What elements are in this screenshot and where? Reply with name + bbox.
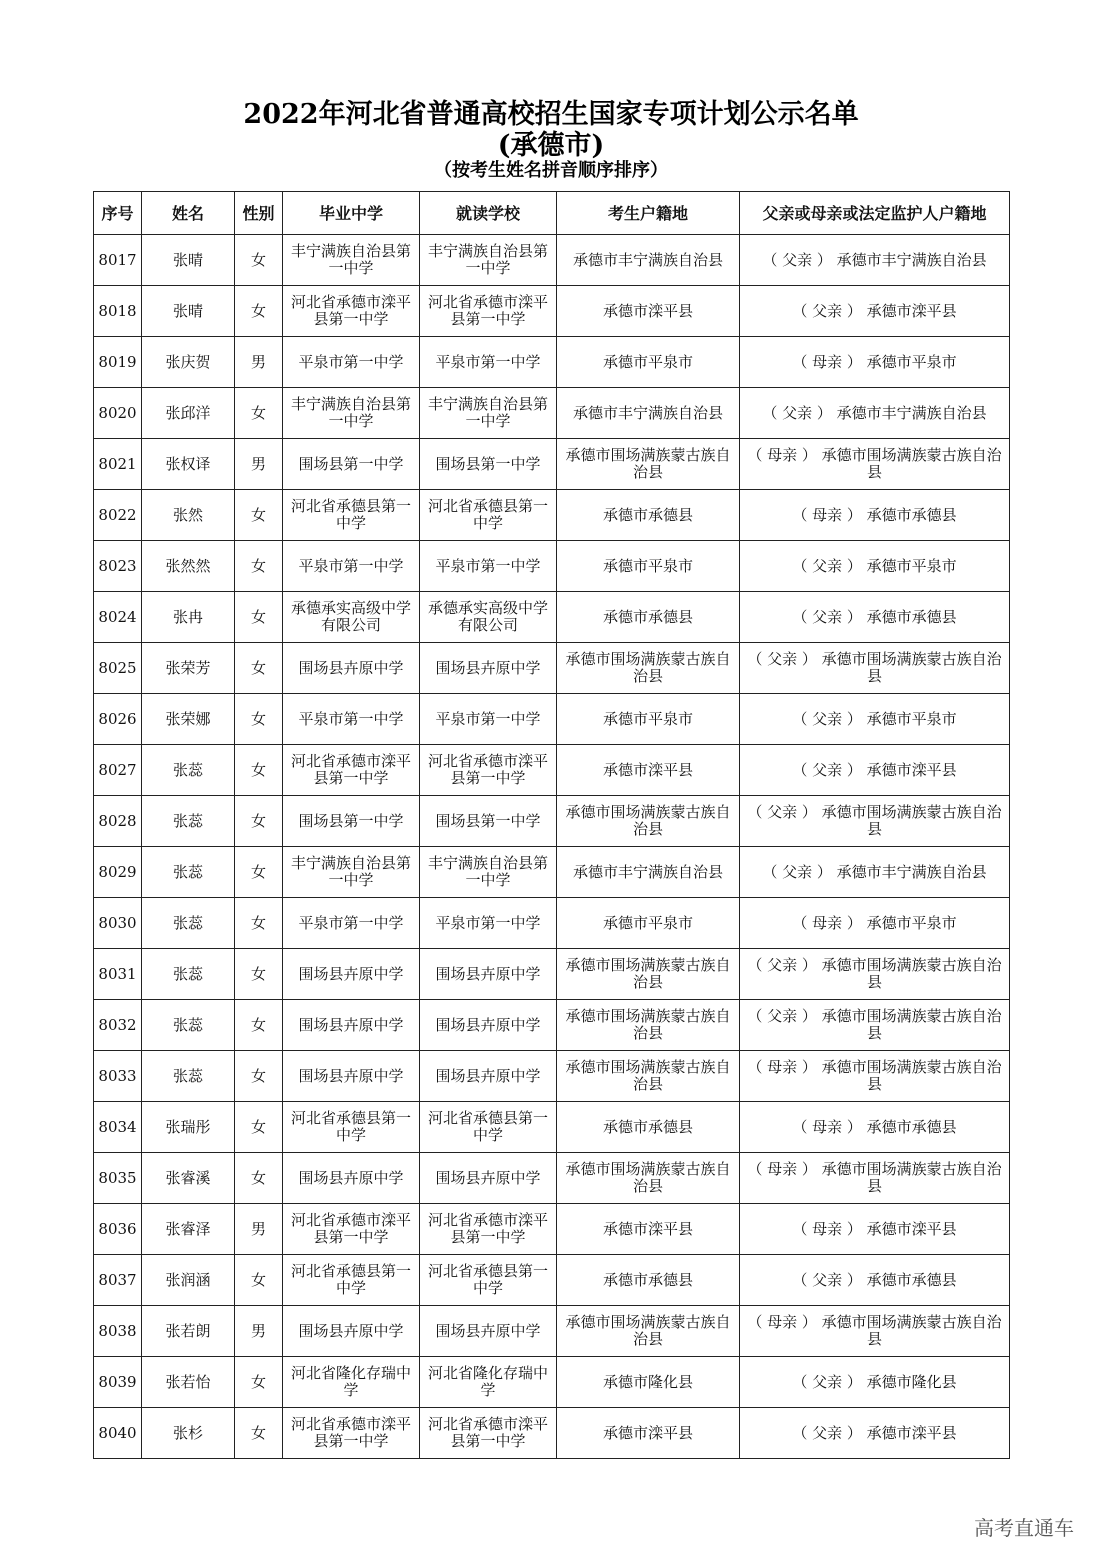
cell-current-school: 河北省承德县第一中学 xyxy=(420,490,557,541)
cell-gender: 女 xyxy=(235,694,283,745)
cell-guardian-hukou: （ 父亲 ） 承德市承德县 xyxy=(740,592,1010,643)
cell-student-hukou: 承德市承德县 xyxy=(557,490,740,541)
cell-seq: 8020 xyxy=(94,388,142,439)
cell-guardian-hukou: （ 母亲 ） 承德市平泉市 xyxy=(740,898,1010,949)
cell-guardian-hukou: （ 母亲 ） 承德市滦平县 xyxy=(740,1204,1010,1255)
cell-current-school: 河北省隆化存瑞中学 xyxy=(420,1357,557,1408)
cell-gender: 男 xyxy=(235,337,283,388)
table-row xyxy=(94,1255,1010,1306)
cell-graduation-school: 丰宁满族自治县第一中学 xyxy=(283,388,420,439)
cell-guardian-hukou: （ 母亲 ） 承德市围场满族蒙古族自治县 xyxy=(740,1153,1010,1204)
cell-graduation-school: 围场县卉原中学 xyxy=(283,949,420,1000)
cell-student-hukou: 承德市滦平县 xyxy=(557,1408,740,1459)
cell-name: 张若怡 xyxy=(142,1357,235,1408)
cell-name: 张权译 xyxy=(142,439,235,490)
cell-student-hukou: 承德市平泉市 xyxy=(557,541,740,592)
cell-seq: 8027 xyxy=(94,745,142,796)
cell-graduation-school: 河北省隆化存瑞中学 xyxy=(283,1357,420,1408)
cell-name: 张晴 xyxy=(142,286,235,337)
cell-guardian-hukou: （ 父亲 ） 承德市围场满族蒙古族自治县 xyxy=(740,643,1010,694)
cell-graduation-school: 承德承实高级中学有限公司 xyxy=(283,592,420,643)
cell-guardian-hukou: （ 父亲 ） 承德市丰宁满族自治县 xyxy=(740,847,1010,898)
cell-current-school: 平泉市第一中学 xyxy=(420,541,557,592)
cell-student-hukou: 承德市承德县 xyxy=(557,592,740,643)
cell-guardian-hukou: （ 父亲 ） 承德市围场满族蒙古族自治县 xyxy=(740,796,1010,847)
cell-current-school: 平泉市第一中学 xyxy=(420,337,557,388)
cell-name: 张杉 xyxy=(142,1408,235,1459)
cell-graduation-school: 围场县卉原中学 xyxy=(283,643,420,694)
table-row xyxy=(94,439,1010,490)
cell-name: 张然然 xyxy=(142,541,235,592)
cell-seq: 8019 xyxy=(94,337,142,388)
cell-name: 张庆贺 xyxy=(142,337,235,388)
cell-guardian-hukou: （ 父亲 ） 承德市滦平县 xyxy=(740,1408,1010,1459)
cell-graduation-school: 河北省承德县第一中学 xyxy=(283,1255,420,1306)
cell-student-hukou: 承德市平泉市 xyxy=(557,337,740,388)
cell-current-school: 围场县卉原中学 xyxy=(420,1000,557,1051)
cell-seq: 8025 xyxy=(94,643,142,694)
cell-graduation-school: 围场县第一中学 xyxy=(283,439,420,490)
cell-seq: 8035 xyxy=(94,1153,142,1204)
cell-gender: 女 xyxy=(235,745,283,796)
table-row xyxy=(94,1204,1010,1255)
cell-graduation-school: 平泉市第一中学 xyxy=(283,898,420,949)
cell-current-school: 平泉市第一中学 xyxy=(420,694,557,745)
cell-guardian-hukou: （ 父亲 ） 承德市滦平县 xyxy=(740,745,1010,796)
cell-guardian-hukou: （ 母亲 ） 承德市承德县 xyxy=(740,490,1010,541)
cell-student-hukou: 承德市滦平县 xyxy=(557,1204,740,1255)
cell-student-hukou: 承德市丰宁满族自治县 xyxy=(557,388,740,439)
table-row xyxy=(94,1306,1010,1357)
table-row xyxy=(94,286,1010,337)
cell-name: 张蕊 xyxy=(142,949,235,1000)
cell-name: 张荣娜 xyxy=(142,694,235,745)
cell-student-hukou: 承德市围场满族蒙古族自治县 xyxy=(557,796,740,847)
cell-current-school: 河北省承德市滦平县第一中学 xyxy=(420,745,557,796)
cell-guardian-hukou: （ 母亲 ） 承德市围场满族蒙古族自治县 xyxy=(740,1306,1010,1357)
cell-student-hukou: 承德市围场满族蒙古族自治县 xyxy=(557,949,740,1000)
cell-graduation-school: 丰宁满族自治县第一中学 xyxy=(283,847,420,898)
cell-gender: 女 xyxy=(235,286,283,337)
cell-guardian-hukou: （ 母亲 ） 承德市围场满族蒙古族自治县 xyxy=(740,1051,1010,1102)
table-row xyxy=(94,1051,1010,1102)
cell-graduation-school: 河北省承德县第一中学 xyxy=(283,490,420,541)
cell-student-hukou: 承德市承德县 xyxy=(557,1102,740,1153)
cell-graduation-school: 围场县第一中学 xyxy=(283,796,420,847)
cell-guardian-hukou: （ 父亲 ） 承德市隆化县 xyxy=(740,1357,1010,1408)
cell-graduation-school: 河北省承德市滦平县第一中学 xyxy=(283,1204,420,1255)
cell-seq: 8018 xyxy=(94,286,142,337)
table-row xyxy=(94,1153,1010,1204)
header-name: 姓名 xyxy=(142,192,235,235)
cell-gender: 女 xyxy=(235,1000,283,1051)
cell-seq: 8036 xyxy=(94,1204,142,1255)
cell-graduation-school: 河北省承德市滦平县第一中学 xyxy=(283,1408,420,1459)
cell-graduation-school: 河北省承德市滦平县第一中学 xyxy=(283,286,420,337)
cell-current-school: 河北省承德市滦平县第一中学 xyxy=(420,1408,557,1459)
cell-current-school: 河北省承德县第一中学 xyxy=(420,1255,557,1306)
cell-name: 张蕊 xyxy=(142,796,235,847)
cell-name: 张瑞彤 xyxy=(142,1102,235,1153)
header-seq: 序号 xyxy=(94,192,142,235)
table-row xyxy=(94,949,1010,1000)
cell-current-school: 承德承实高级中学有限公司 xyxy=(420,592,557,643)
cell-seq: 8017 xyxy=(94,235,142,286)
cell-gender: 女 xyxy=(235,949,283,1000)
cell-gender: 男 xyxy=(235,1204,283,1255)
cell-name: 张蕊 xyxy=(142,847,235,898)
cell-name: 张睿溪 xyxy=(142,1153,235,1204)
header-current-school: 就读学校 xyxy=(420,192,557,235)
table-row xyxy=(94,541,1010,592)
cell-student-hukou: 承德市隆化县 xyxy=(557,1357,740,1408)
cell-current-school: 河北省承德县第一中学 xyxy=(420,1102,557,1153)
table-row xyxy=(94,1357,1010,1408)
cell-current-school: 河北省承德市滦平县第一中学 xyxy=(420,286,557,337)
cell-graduation-school: 平泉市第一中学 xyxy=(283,541,420,592)
cell-gender: 女 xyxy=(235,1051,283,1102)
document-subtitle: (承德市) xyxy=(497,130,605,161)
cell-graduation-school: 河北省承德县第一中学 xyxy=(283,1102,420,1153)
cell-guardian-hukou: （ 母亲 ） 承德市平泉市 xyxy=(740,337,1010,388)
cell-seq: 8031 xyxy=(94,949,142,1000)
roster-table xyxy=(93,191,1010,1459)
cell-gender: 女 xyxy=(235,388,283,439)
cell-gender: 女 xyxy=(235,643,283,694)
cell-name: 张睿泽 xyxy=(142,1204,235,1255)
cell-guardian-hukou: （ 母亲 ） 承德市承德县 xyxy=(740,1102,1010,1153)
cell-seq: 8040 xyxy=(94,1408,142,1459)
cell-gender: 女 xyxy=(235,796,283,847)
table-header-row xyxy=(94,192,1010,235)
cell-guardian-hukou: （ 父亲 ） 承德市承德县 xyxy=(740,1255,1010,1306)
cell-current-school: 河北省承德市滦平县第一中学 xyxy=(420,1204,557,1255)
cell-seq: 8021 xyxy=(94,439,142,490)
cell-seq: 8039 xyxy=(94,1357,142,1408)
cell-name: 张邱洋 xyxy=(142,388,235,439)
sort-note: （按考生姓名拼音顺序排序） xyxy=(434,160,668,181)
table-row xyxy=(94,643,1010,694)
table-row xyxy=(94,1408,1010,1459)
cell-guardian-hukou: （ 父亲 ） 承德市丰宁满族自治县 xyxy=(740,235,1010,286)
header-guardian-hukou: 父亲或母亲或法定监护人户籍地 xyxy=(740,192,1010,235)
cell-current-school: 丰宁满族自治县第一中学 xyxy=(420,847,557,898)
cell-student-hukou: 承德市围场满族蒙古族自治县 xyxy=(557,1153,740,1204)
cell-name: 张然 xyxy=(142,490,235,541)
cell-student-hukou: 承德市丰宁满族自治县 xyxy=(557,847,740,898)
cell-name: 张荣芳 xyxy=(142,643,235,694)
cell-graduation-school: 围场县卉原中学 xyxy=(283,1153,420,1204)
cell-guardian-hukou: （ 父亲 ） 承德市滦平县 xyxy=(740,286,1010,337)
cell-current-school: 丰宁满族自治县第一中学 xyxy=(420,235,557,286)
cell-seq: 8022 xyxy=(94,490,142,541)
cell-graduation-school: 平泉市第一中学 xyxy=(283,694,420,745)
header-gender: 性别 xyxy=(235,192,283,235)
cell-gender: 女 xyxy=(235,1153,283,1204)
table-row xyxy=(94,235,1010,286)
cell-student-hukou: 承德市围场满族蒙古族自治县 xyxy=(557,1306,740,1357)
header-student-hukou: 考生户籍地 xyxy=(557,192,740,235)
cell-current-school: 丰宁满族自治县第一中学 xyxy=(420,388,557,439)
cell-graduation-school: 围场县卉原中学 xyxy=(283,1306,420,1357)
cell-current-school: 围场县卉原中学 xyxy=(420,1051,557,1102)
cell-guardian-hukou: （ 父亲 ） 承德市丰宁满族自治县 xyxy=(740,388,1010,439)
cell-current-school: 围场县卉原中学 xyxy=(420,643,557,694)
cell-current-school: 围场县卉原中学 xyxy=(420,1153,557,1204)
cell-current-school: 围场县卉原中学 xyxy=(420,1306,557,1357)
cell-student-hukou: 承德市围场满族蒙古族自治县 xyxy=(557,1000,740,1051)
cell-graduation-school: 河北省承德市滦平县第一中学 xyxy=(283,745,420,796)
cell-seq: 8038 xyxy=(94,1306,142,1357)
cell-guardian-hukou: （ 母亲 ） 承德市围场满族蒙古族自治县 xyxy=(740,439,1010,490)
cell-gender: 女 xyxy=(235,490,283,541)
cell-name: 张润涵 xyxy=(142,1255,235,1306)
cell-guardian-hukou: （ 父亲 ） 承德市平泉市 xyxy=(740,694,1010,745)
cell-gender: 女 xyxy=(235,1102,283,1153)
document-title: 2022年河北省普通高校招生国家专项计划公示名单 xyxy=(243,99,859,130)
cell-name: 张若朗 xyxy=(142,1306,235,1357)
cell-current-school: 围场县第一中学 xyxy=(420,439,557,490)
cell-gender: 女 xyxy=(235,592,283,643)
cell-seq: 8037 xyxy=(94,1255,142,1306)
cell-gender: 女 xyxy=(235,235,283,286)
cell-graduation-school: 围场县卉原中学 xyxy=(283,1000,420,1051)
cell-seq: 8024 xyxy=(94,592,142,643)
cell-graduation-school: 平泉市第一中学 xyxy=(283,337,420,388)
cell-seq: 8026 xyxy=(94,694,142,745)
cell-gender: 女 xyxy=(235,847,283,898)
cell-name: 张蕊 xyxy=(142,745,235,796)
cell-student-hukou: 承德市滦平县 xyxy=(557,745,740,796)
table-row xyxy=(94,745,1010,796)
cell-seq: 8030 xyxy=(94,898,142,949)
cell-student-hukou: 承德市平泉市 xyxy=(557,898,740,949)
table-row xyxy=(94,898,1010,949)
cell-student-hukou: 承德市滦平县 xyxy=(557,286,740,337)
cell-name: 张蕊 xyxy=(142,1051,235,1102)
cell-student-hukou: 承德市丰宁满族自治县 xyxy=(557,235,740,286)
table-row xyxy=(94,694,1010,745)
cell-student-hukou: 承德市围场满族蒙古族自治县 xyxy=(557,1051,740,1102)
cell-name: 张蕊 xyxy=(142,898,235,949)
table-row xyxy=(94,592,1010,643)
cell-student-hukou: 承德市平泉市 xyxy=(557,694,740,745)
cell-gender: 男 xyxy=(235,1306,283,1357)
cell-seq: 8033 xyxy=(94,1051,142,1102)
table-row xyxy=(94,337,1010,388)
cell-gender: 男 xyxy=(235,439,283,490)
table-row xyxy=(94,1000,1010,1051)
cell-guardian-hukou: （ 父亲 ） 承德市围场满族蒙古族自治县 xyxy=(740,949,1010,1000)
cell-graduation-school: 丰宁满族自治县第一中学 xyxy=(283,235,420,286)
cell-gender: 女 xyxy=(235,1255,283,1306)
header-graduation-school: 毕业中学 xyxy=(283,192,420,235)
cell-graduation-school: 围场县卉原中学 xyxy=(283,1051,420,1102)
cell-current-school: 平泉市第一中学 xyxy=(420,898,557,949)
watermark: 高考直通车 xyxy=(974,1516,1074,1540)
cell-guardian-hukou: （ 父亲 ） 承德市平泉市 xyxy=(740,541,1010,592)
cell-gender: 女 xyxy=(235,898,283,949)
cell-seq: 8028 xyxy=(94,796,142,847)
table-row xyxy=(94,847,1010,898)
cell-student-hukou: 承德市承德县 xyxy=(557,1255,740,1306)
cell-gender: 女 xyxy=(235,1357,283,1408)
cell-student-hukou: 承德市围场满族蒙古族自治县 xyxy=(557,439,740,490)
cell-student-hukou: 承德市围场满族蒙古族自治县 xyxy=(557,643,740,694)
table-row xyxy=(94,796,1010,847)
table-row xyxy=(94,388,1010,439)
cell-gender: 女 xyxy=(235,1408,283,1459)
table-row xyxy=(94,1102,1010,1153)
cell-current-school: 围场县卉原中学 xyxy=(420,949,557,1000)
cell-name: 张冉 xyxy=(142,592,235,643)
table-row xyxy=(94,490,1010,541)
cell-name: 张晴 xyxy=(142,235,235,286)
cell-seq: 8023 xyxy=(94,541,142,592)
cell-seq: 8029 xyxy=(94,847,142,898)
cell-guardian-hukou: （ 父亲 ） 承德市围场满族蒙古族自治县 xyxy=(740,1000,1010,1051)
cell-name: 张蕊 xyxy=(142,1000,235,1051)
cell-seq: 8032 xyxy=(94,1000,142,1051)
cell-seq: 8034 xyxy=(94,1102,142,1153)
cell-gender: 女 xyxy=(235,541,283,592)
cell-current-school: 围场县第一中学 xyxy=(420,796,557,847)
